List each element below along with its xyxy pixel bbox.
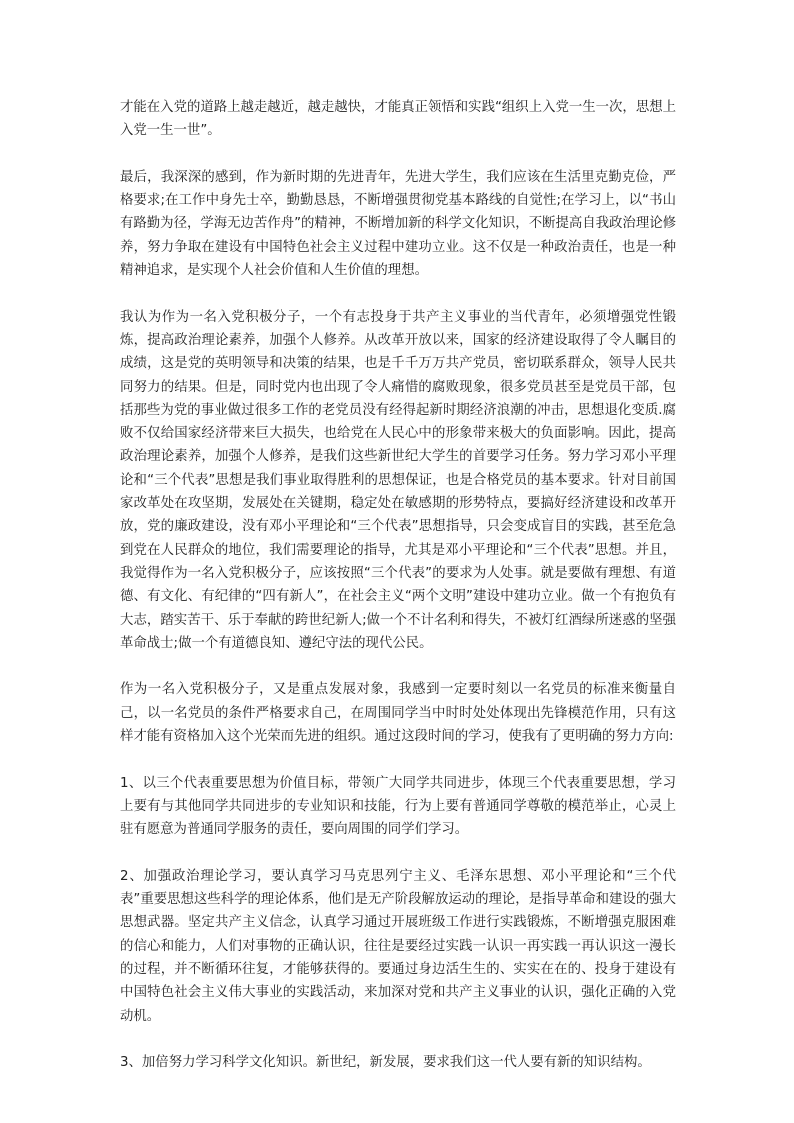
paragraph: 作为一名入党积极分子，又是重点发展对象，我感到一定要时刻以一名党员的标准来衡量自己，以一名党员的条件严格要求自己，在周围同学当中时时处处体现出先锋模范作用，只有这样才能有资格加入这个光荣而先进的组织。通过这段时间的学习，使我有了更明确的努力方向:	[120, 682, 676, 745]
list-item: 2、加强政治理论学习，要认真学习马克思列宁主义、毛泽东思想、邓小平理论和“三个代表”重要思想这些科学的理论体系，他们是无产阶段解放运动的理论，是指导革命和建设的强大思想武器。坚定共产主义信念，认真学习通过开展班级工作进行实践锻炼，不断增强克服困难的信心和能力，人们对事物的正确认识，往往是要经过实践一认识一再实践一再认识这一漫长的过程，并不断循环往复，才能够获得的。要通过身边活生生的、实实在在的、投身于建设有中国特色社会主义伟大事业的实践活动，来加深对党和共产主义事业的认识，强化正确的入党动机。	[120, 868, 676, 1024]
list-item: 3、加倍努力学习科学文化知识。新世纪，新发展，要求我们这一代人要有新的知识结构。	[120, 1055, 651, 1071]
paragraph: 才能在入党的道路上越走越近，越走越快，才能真正领悟和实践“组织上入党一生一次，思想上入党一生一世”。	[120, 100, 676, 139]
paragraph: 最后，我深深的感到，作为新时期的先进青年，先进大学生，我们应该在生活里克勤克俭，严格要求;在工作中身先士卒，勤勤恳恳，不断增强贯彻党基本路线的自觉性;在学习上，以“书山有路勤为径，学海无边苦作舟”的精神，不断增加新的科学文化知识，不断提高自我政治理论修养，努力争取在建设有中国特色社会主义过程中建功立业。这不仅是一种政治责任，也是一种精神追求，是实现个人社会价值和人生价值的理想。	[120, 169, 676, 279]
paragraph: 我认为作为一名入党积极分子，一个有志投身于共产主义事业的当代青年，必须增强党性锻炼，提高政治理论素养，加强个人修养。从改革开放以来，国家的经济建设取得了令人瞩目的成绩，这是党的英明领导和决策的结果，也是千千万万共产党员，密切联系群众，领导人民共同努力的结果。但是，同时党内也出现了令人痛惜的腐败现象，很多党员甚至是党员干部，包括那些为党的事业做过很多工作的老党员没有经得起新时期经济浪潮的冲击，思想退化变质.腐败不仅给国家经济带来巨大损失，也给党在人民心中的形象带来极大的负面影响。因此，提高政治理论素养，加强个人修养，是我们这些新世纪大学生的首要学习任务。努力学习邓小平理论和“三个代表”思想是我们事业取得胜利的思想保证，也是合格党员的基本要求。针对目前国家改革处在攻坚期，发展处在关键期，稳定处在敏感期的形势特点，要搞好经济建设和改革开放，党的廉政建设，没有邓小平理论和“三个代表”思想指导，只会变成盲目的实践，甚至危急到党在人民群众的地位，我们需要理论的指导，尤其是邓小平理论和“三个代表”思想。并且，我觉得作为一名入党积极分子，应该按照“三个代表”的要求为人处事。就是要做有理想、有道德、有文化、有纪律的“四有新人”，在社会主义“两个文明”建设中建功立业。做一个有抱负有大志，踏实苦干、乐于奉献的跨世纪新人;做一个不计名利和得失，不被灯红酒绿所迷惑的坚强革命战士;做一个有道德良知、遵纪守法的现代公民。	[120, 309, 676, 651]
document-body	[120, 96, 676, 1098]
list-item: 1、以三个代表重要思想为价值目标，带领广大同学共同进步，体现三个代表重要思想，学习上要有与其他同学共同进步的专业知识和技能，行为上要有普通同学尊敬的模范举止，心灵上驻有愿意为普通同学服务的责任，要向周围的同学们学习。	[120, 775, 676, 838]
